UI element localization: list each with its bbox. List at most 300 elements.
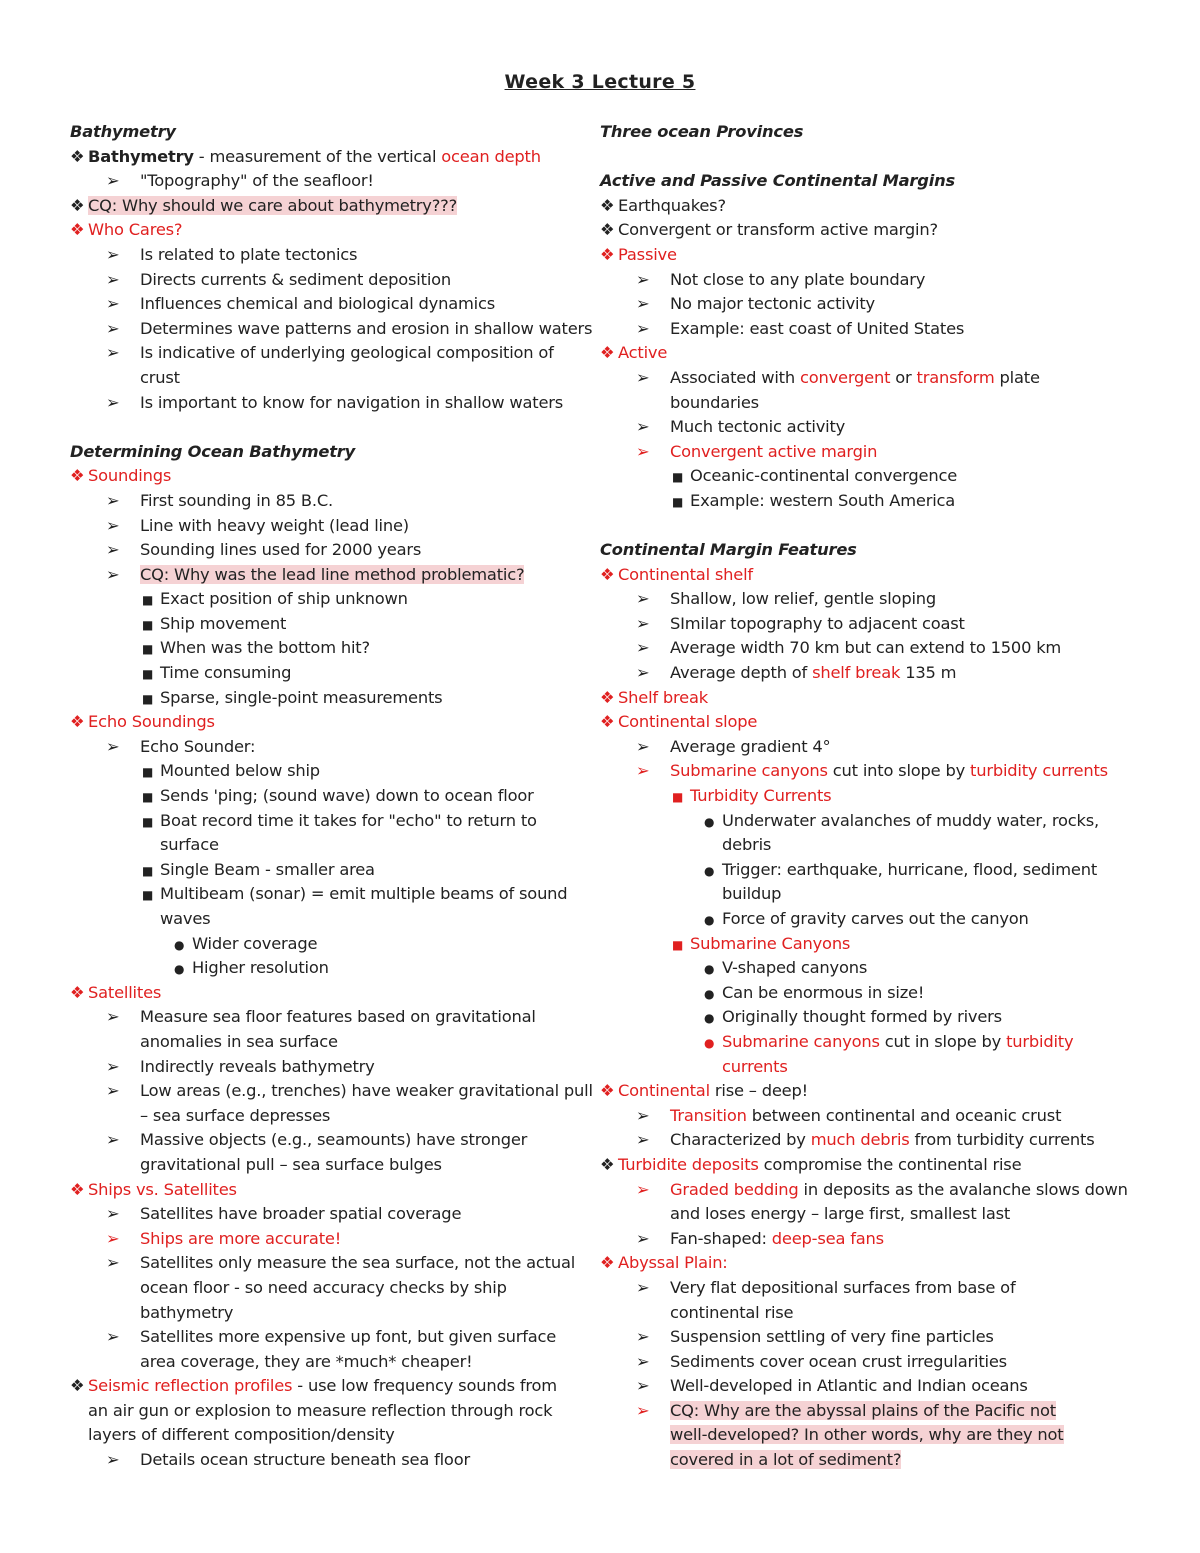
arrow-bullet-icon: ➢: [636, 417, 650, 437]
note-line: [600, 858, 1140, 883]
arrow-bullet-icon: ➢: [636, 638, 650, 658]
round-bullet-icon: ●: [704, 962, 715, 977]
heading-text: Continental Margin Features: [600, 540, 857, 560]
note-line: [70, 1301, 605, 1326]
arrow-bullet-icon: ➢: [106, 1081, 120, 1101]
note-line: [70, 587, 605, 612]
square-bullet-icon: ■: [142, 765, 154, 780]
section-heading: [600, 120, 1140, 145]
text-run: Earthquakes?: [618, 195, 726, 215]
text-run: Low areas (e.g., trenches) have weaker gravitational pull: [140, 1081, 593, 1101]
right-column: [600, 120, 1140, 1473]
note-line: [600, 1276, 1140, 1301]
red-term: Ships are more accurate!: [140, 1228, 342, 1248]
note-line: [70, 833, 605, 858]
note-line: [600, 809, 1140, 834]
section-heading: [600, 169, 1140, 194]
line-text: [618, 1155, 1021, 1174]
note-line: [600, 661, 1140, 686]
note-line: [70, 1202, 605, 1227]
line-text: [160, 688, 442, 707]
line-text: [140, 245, 357, 264]
note-line: [70, 218, 605, 243]
note-line: [600, 268, 1140, 293]
arrow-bullet-icon: ➢: [636, 1105, 650, 1125]
text-run: SImilar topography to adjacent coast: [670, 613, 965, 633]
text-run: Shallow, low relief, gentle sloping: [670, 589, 937, 609]
note-line: [70, 1153, 605, 1178]
note-line: [600, 587, 1140, 612]
red-term: Continental slope: [618, 712, 758, 732]
text-run: CQ: Why was the lead line method problematic?: [140, 564, 525, 584]
note-line: [600, 1374, 1140, 1399]
diamond-bullet-icon: ❖: [600, 1253, 615, 1273]
line-text: [140, 1130, 527, 1149]
line-text: [140, 1081, 593, 1100]
note-line: [70, 932, 605, 957]
text-run: CQ: Why should we care about bathymetry???: [88, 195, 458, 215]
red-term: Turbidity Currents: [690, 786, 832, 806]
note-line: [70, 759, 605, 784]
line-text: [140, 1327, 556, 1346]
line-text: [670, 294, 875, 313]
note-line: [70, 464, 605, 489]
text-run: - measurement of the vertical: [193, 146, 442, 166]
arrow-bullet-icon: ➢: [636, 761, 650, 781]
text-run: – sea surface depresses: [140, 1105, 331, 1125]
note-line: [70, 243, 605, 268]
line-text: [160, 761, 320, 780]
note-line: [600, 686, 1140, 711]
text-run: CQ: Why are the abyssal plains of the Pacific not: [670, 1400, 1056, 1420]
red-term: Abyssal Plain:: [618, 1253, 728, 1273]
line-text: [670, 1130, 1095, 1149]
spacer: [600, 145, 1140, 170]
note-line: [70, 1055, 605, 1080]
arrow-bullet-icon: ➢: [106, 1204, 120, 1224]
note-line: [70, 341, 605, 366]
arrow-bullet-icon: ➢: [106, 540, 120, 560]
arrow-bullet-icon: ➢: [636, 1400, 650, 1420]
note-line: [600, 440, 1140, 465]
section-heading: [70, 120, 605, 145]
note-line: [600, 317, 1140, 342]
note-line: [70, 1448, 605, 1473]
square-bullet-icon: ■: [142, 888, 154, 903]
spacer: [600, 514, 1140, 539]
square-bullet-icon: ■: [142, 617, 154, 632]
line-text: [670, 1450, 901, 1469]
line-text: [140, 393, 563, 412]
note-line: [70, 194, 605, 219]
note-line: [70, 661, 605, 686]
line-text: [670, 737, 831, 756]
line-text: [140, 270, 451, 289]
line-text: [140, 1352, 472, 1371]
note-line: [600, 1350, 1140, 1375]
line-text: [618, 196, 726, 215]
note-line: [70, 489, 605, 514]
red-term: currents: [722, 1056, 788, 1076]
red-term: Submarine canyons: [722, 1031, 880, 1051]
line-text: [160, 835, 219, 854]
text-run: Average width 70 km but can extend to 1500 km: [670, 638, 1062, 658]
note-line: [70, 1350, 605, 1375]
arrow-bullet-icon: ➢: [636, 1179, 650, 1199]
line-text: [140, 343, 554, 362]
note-line: [600, 1128, 1140, 1153]
note-line: [70, 145, 605, 170]
red-term: Transition: [670, 1105, 747, 1125]
line-text: [140, 1106, 330, 1125]
text-run: 135 m: [900, 663, 957, 683]
diamond-bullet-icon: ❖: [70, 712, 85, 732]
line-text: [670, 442, 877, 461]
text-run: layers of different composition/density: [88, 1425, 395, 1445]
text-run: Not close to any plate boundary: [670, 269, 926, 289]
note-line: [70, 292, 605, 317]
heading-text: Three ocean Provinces: [600, 122, 804, 141]
line-text: [670, 589, 936, 608]
text-run: between continental and oceanic crust: [746, 1105, 1062, 1125]
text-run: Echo Sounder:: [140, 736, 256, 756]
note-line: [70, 1251, 605, 1276]
round-bullet-icon: ●: [704, 1035, 715, 1050]
note-line: [600, 882, 1140, 907]
diamond-bullet-icon: ❖: [70, 982, 85, 1002]
text-run: Satellites have broader spatial coverage: [140, 1204, 462, 1224]
line-text: [160, 884, 567, 903]
note-line: [600, 759, 1140, 784]
note-line: [70, 538, 605, 563]
text-run: Massive objects (e.g., seamounts) have stronger: [140, 1130, 528, 1150]
note-line: [600, 1104, 1140, 1129]
diamond-bullet-icon: ❖: [70, 220, 85, 240]
line-text: [140, 491, 333, 510]
line-text: [618, 565, 753, 584]
text-run: Directs currents & sediment deposition: [140, 269, 452, 289]
line-text: [140, 1450, 470, 1469]
diamond-bullet-icon: ❖: [600, 1081, 615, 1101]
note-line: [600, 415, 1140, 440]
line-text: [690, 786, 831, 805]
round-bullet-icon: ●: [174, 937, 185, 952]
note-line: [70, 514, 605, 539]
note-line: [600, 833, 1140, 858]
line-text: [670, 270, 925, 289]
text-run: plate: [994, 367, 1040, 387]
round-bullet-icon: ●: [704, 986, 715, 1001]
diamond-bullet-icon: ❖: [600, 687, 615, 707]
line-text: [140, 368, 180, 387]
text-run: Is related to plate tectonics: [140, 244, 358, 264]
note-line: [70, 1079, 605, 1104]
note-line: [70, 1128, 605, 1153]
arrow-bullet-icon: ➢: [636, 1228, 650, 1248]
note-line: [70, 1399, 605, 1424]
text-run: buildup: [722, 884, 782, 904]
note-line: [70, 391, 605, 416]
text-run: Satellites only measure the sea surface, not the actual: [140, 1253, 576, 1273]
line-text: [722, 884, 781, 903]
line-text: [690, 491, 955, 510]
arrow-bullet-icon: ➢: [106, 318, 120, 338]
line-text: [140, 294, 495, 313]
note-line: [70, 981, 605, 1006]
text-run: Example: western South America: [690, 490, 956, 510]
arrow-bullet-icon: ➢: [106, 294, 120, 314]
line-text: [618, 245, 677, 264]
line-text: [722, 983, 924, 1002]
line-text: [670, 663, 956, 682]
text-run: in deposits as the avalanche slows down: [798, 1179, 1128, 1199]
line-text: [160, 638, 370, 657]
note-line: [600, 1301, 1140, 1326]
line-text: [160, 786, 534, 805]
red-term: Soundings: [88, 466, 172, 486]
text-run: Single Beam - smaller area: [160, 859, 375, 879]
arrow-bullet-icon: ➢: [106, 244, 120, 264]
text-run: compromise the continental rise: [758, 1154, 1022, 1174]
red-term: Ships vs. Satellites: [88, 1179, 237, 1199]
text-run: Force of gravity carves out the canyon: [722, 909, 1029, 928]
note-line: [70, 612, 605, 637]
text-run: Well-developed in Atlantic and Indian oceans: [670, 1376, 1028, 1396]
note-line: [600, 636, 1140, 661]
note-line: [70, 1374, 605, 1399]
note-line: [70, 735, 605, 760]
line-text: [140, 540, 421, 559]
text-run: Underwater avalanches of muddy water, rocks,: [722, 810, 1099, 830]
text-run: First sounding in 85 B.C.: [140, 490, 334, 510]
text-run: Multibeam (sonar) = emit multiple beams of sound: [160, 884, 568, 904]
red-term: convergent: [799, 367, 891, 387]
red-term: much debris: [810, 1130, 910, 1150]
text-run: and loses energy – large first, smallest last: [670, 1204, 1011, 1224]
line-text: [88, 1376, 557, 1395]
text-run: Suspension settling of very fine particles: [670, 1327, 994, 1347]
text-run: well-developed? In other words, why are they not: [670, 1425, 1064, 1445]
line-text: [160, 589, 408, 608]
line-text: [618, 688, 708, 707]
arrow-bullet-icon: ➢: [636, 736, 650, 756]
line-text: [160, 811, 537, 830]
note-line: [70, 1178, 605, 1203]
line-text: [140, 1278, 507, 1297]
note-line: [600, 1055, 1140, 1080]
square-bullet-icon: ■: [142, 790, 154, 805]
text-run: Average gradient 4°: [670, 736, 831, 756]
note-line: [600, 489, 1140, 514]
text-run: or: [890, 367, 917, 387]
round-bullet-icon: ●: [704, 1011, 715, 1026]
arrow-bullet-icon: ➢: [106, 1056, 120, 1076]
arrow-bullet-icon: ➢: [636, 1327, 650, 1347]
red-term: Active: [618, 343, 668, 363]
note-line: [70, 1276, 605, 1301]
line-text: [722, 1032, 1073, 1051]
line-text: [192, 958, 329, 977]
text-run: debris: [722, 835, 772, 855]
red-term: deep-sea fans: [771, 1228, 884, 1248]
line-text: [722, 835, 771, 854]
text-run: Originally thought formed by rivers: [722, 1007, 1002, 1027]
text-run: Is important to know for navigation in shallow waters: [140, 392, 564, 412]
note-line: [600, 932, 1140, 957]
line-text: [88, 1180, 237, 1199]
section-heading: [600, 538, 1140, 563]
text-run: waves: [160, 909, 211, 928]
arrow-bullet-icon: ➢: [636, 269, 650, 289]
round-bullet-icon: ●: [704, 913, 715, 927]
arrow-bullet-icon: ➢: [636, 613, 650, 633]
note-line: [600, 1227, 1140, 1252]
page-title: Week 3 Lecture 5: [504, 71, 696, 93]
note-line: [70, 907, 605, 932]
text-run: Indirectly reveals bathymetry: [140, 1056, 375, 1076]
line-text: [618, 220, 938, 239]
text-run: Influences chemical and biological dynamics: [140, 294, 496, 314]
red-term: Who Cares?: [88, 220, 183, 240]
text-run: Higher resolution: [192, 958, 329, 978]
line-text: [160, 860, 375, 879]
diamond-bullet-icon: ❖: [600, 220, 615, 240]
arrow-bullet-icon: ➢: [106, 1130, 120, 1150]
note-line: [70, 636, 605, 661]
line-text: [140, 319, 592, 338]
arrow-bullet-icon: ➢: [106, 1450, 120, 1470]
note-line: [600, 907, 1140, 932]
square-bullet-icon: ■: [142, 642, 154, 657]
line-text: [88, 1425, 395, 1444]
round-bullet-icon: ●: [704, 863, 715, 878]
text-run: Very flat depositional surfaces from base of: [670, 1277, 1016, 1297]
note-line: [600, 1448, 1140, 1473]
note-line: [600, 1325, 1140, 1350]
text-run: surface: [160, 835, 219, 855]
line-text: [140, 1007, 536, 1026]
red-term: turbidity: [1006, 1031, 1074, 1051]
text-run: Time consuming: [160, 663, 292, 683]
line-text: [670, 319, 964, 338]
text-run: Exact position of ship unknown: [160, 589, 408, 609]
red-term: Satellites: [88, 982, 162, 1002]
note-line: [600, 1153, 1140, 1178]
text-run: Details ocean structure beneath sea floor: [140, 1450, 470, 1470]
text-run: Boat record time it takes for "echo" to return to: [160, 810, 537, 830]
square-bullet-icon: ■: [672, 470, 684, 485]
arrow-bullet-icon: ➢: [636, 1130, 650, 1150]
red-term: Continental: [618, 1081, 710, 1101]
arrow-bullet-icon: ➢: [106, 392, 120, 412]
diamond-bullet-icon: ❖: [70, 146, 85, 166]
line-text: [670, 393, 759, 412]
heading-text: Determining Ocean Bathymetry: [70, 441, 356, 461]
text-run: Sediments cover ocean crust irregularities: [670, 1351, 1007, 1371]
red-term: shelf break: [812, 663, 901, 683]
text-run: Determines wave patterns and erosion in shallow waters: [140, 318, 593, 338]
note-line: [70, 1325, 605, 1350]
note-line: [70, 1104, 605, 1129]
note-line: [70, 686, 605, 711]
text-run: anomalies in sea surface: [140, 1031, 338, 1051]
diamond-bullet-icon: ❖: [70, 1376, 85, 1396]
line-text: [670, 761, 1108, 780]
text-run: Example: east coast of United States: [670, 318, 965, 338]
red-term: Submarine canyons: [670, 761, 828, 781]
line-text: [88, 1401, 552, 1420]
note-line: [600, 735, 1140, 760]
diamond-bullet-icon: ❖: [600, 564, 615, 584]
note-line: [600, 194, 1140, 219]
note-line: [600, 292, 1140, 317]
line-text: [670, 1401, 1056, 1420]
text-run: - use low frequency sounds from: [292, 1376, 557, 1396]
arrow-bullet-icon: ➢: [636, 294, 650, 314]
arrow-bullet-icon: ➢: [636, 441, 650, 461]
red-term: Seismic reflection profiles: [88, 1376, 293, 1396]
line-text: [618, 1253, 728, 1272]
line-text: [140, 1155, 442, 1174]
line-text: [670, 1303, 793, 1322]
text-run: crust: [140, 367, 180, 387]
note-line: [70, 169, 605, 194]
note-line: [600, 1030, 1140, 1055]
arrow-bullet-icon: ➢: [106, 515, 120, 535]
text-run: cut into slope by: [827, 761, 971, 781]
line-text: [722, 1007, 1002, 1026]
text-run: Ship movement: [160, 613, 287, 633]
line-text: [670, 1327, 994, 1346]
line-text: [160, 614, 286, 633]
note-line: [70, 366, 605, 391]
line-text: [88, 220, 182, 239]
note-line: [600, 464, 1140, 489]
line-text: [140, 1253, 575, 1272]
text-run: Fan-shaped:: [670, 1228, 772, 1248]
text-run: from turbidity currents: [909, 1130, 1095, 1150]
line-text: [670, 614, 965, 633]
red-term: Continental shelf: [618, 564, 753, 584]
note-line: [600, 218, 1140, 243]
text-run: Sounding lines used for 2000 years: [140, 540, 422, 560]
red-term: Graded bedding: [670, 1179, 799, 1199]
note-line: [70, 563, 605, 588]
text-run: ocean floor - so need accuracy checks by ship: [140, 1277, 507, 1297]
square-bullet-icon: ■: [142, 863, 154, 878]
text-run: continental rise: [670, 1302, 794, 1322]
arrow-bullet-icon: ➢: [106, 564, 120, 584]
line-text: [690, 466, 957, 485]
arrow-bullet-icon: ➢: [106, 1228, 120, 1248]
arrow-bullet-icon: ➢: [106, 269, 120, 289]
arrow-bullet-icon: ➢: [636, 663, 650, 683]
text-run: covered in a lot of sediment?: [670, 1450, 902, 1470]
line-text: [670, 417, 845, 436]
note-line: [600, 243, 1140, 268]
arrow-bullet-icon: ➢: [636, 367, 650, 387]
note-line: [600, 1005, 1140, 1030]
note-line: [600, 1399, 1140, 1424]
arrow-bullet-icon: ➢: [636, 1351, 650, 1371]
text-run: Can be enormous in size!: [722, 982, 925, 1002]
text-run: Bathymetry: [88, 146, 194, 166]
red-term: transform: [916, 367, 995, 387]
note-line: [600, 981, 1140, 1006]
diamond-bullet-icon: ❖: [600, 712, 615, 732]
line-text: [88, 147, 541, 166]
arrow-bullet-icon: ➢: [106, 343, 120, 363]
